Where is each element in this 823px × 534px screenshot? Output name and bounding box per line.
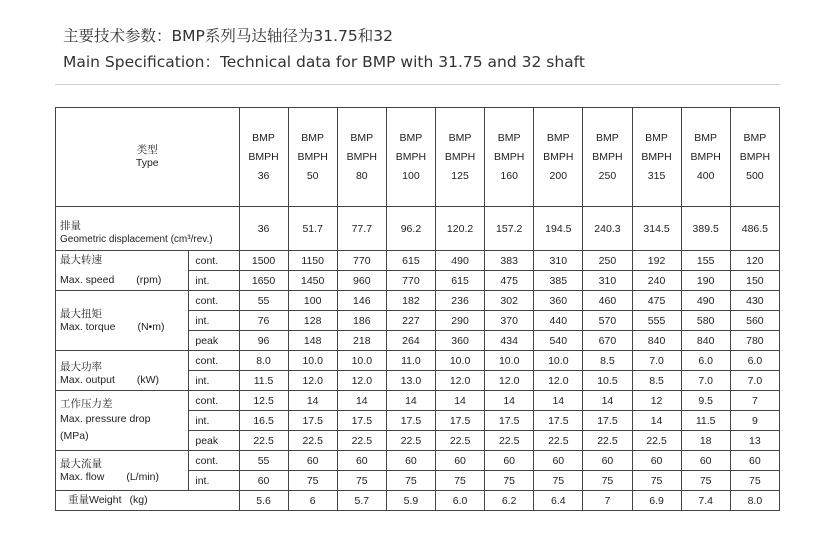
model-name-line: BMP [497,131,521,144]
torque-condition-label: int. [189,311,239,331]
torque-label-en: Max. torque [60,320,116,333]
flow-value: 75 [288,471,337,491]
flow-value: 75 [730,471,779,491]
weight-label-cell [56,491,240,511]
torque-row [56,291,780,311]
flow-condition-label: int. [189,471,239,491]
type-label-cn: 类型 [136,144,158,156]
speed-value: 155 [681,251,730,271]
pressure-value: 17.5 [288,411,337,431]
displacement-value: 389.5 [681,207,730,251]
output-value: 8.5 [583,351,632,371]
model-header-cell [730,108,779,207]
flow-label-en-line [60,471,188,484]
torque-value: 128 [288,311,337,331]
speed-condition-label: int. [189,271,239,291]
model-name-line: BMP [645,131,668,144]
displacement-row [56,207,780,251]
torque-value: 290 [436,311,485,331]
torque-value: 840 [681,331,730,351]
pressure-value: 22.5 [436,431,485,451]
speed-value: 120 [730,251,779,271]
weight-value: 5.9 [386,491,435,511]
model-header-cell [534,108,583,207]
pressure-value: 22.5 [239,431,288,451]
flow-value: 75 [436,471,485,491]
model-name-line: BMP [301,131,325,144]
torque-value: 490 [681,291,730,311]
pressure-value: 14 [632,411,681,431]
model-name-line: BMPH [641,150,672,163]
pressure-value: 14 [583,391,632,411]
output-value: 11.5 [239,371,288,391]
speed-value: 960 [337,271,386,291]
torque-value: 440 [534,311,583,331]
model-name-line: 100 [402,169,420,182]
output-value: 7.0 [681,371,730,391]
torque-value: 360 [534,291,583,311]
speed-value: 192 [632,251,681,271]
displacement-value: 486.5 [730,207,779,251]
flow-condition-label: cont. [189,451,239,471]
pressure-value: 22.5 [337,431,386,451]
output-value: 7.0 [730,371,779,391]
torque-value: 475 [632,291,681,311]
torque-label-cell [56,291,189,351]
output-value: 12.0 [288,371,337,391]
model-header-cell [436,108,485,207]
flow-value: 60 [583,451,632,471]
speed-label-en: Max. speed [60,273,115,286]
page-title-chinese: 主要技术参数：BMP系列马达轴径为31.75和32 [63,27,393,45]
weight-row [56,491,780,511]
model-name-line: BMPH [346,150,377,163]
output-label-en: Max. output [60,374,115,386]
pressure-unit: (MPa) [60,430,89,442]
spec-table [55,107,780,511]
torque-condition-label: cont. [189,291,239,311]
torque-value: 76 [239,311,288,331]
torque-value: 186 [337,311,386,331]
output-value: 10.0 [485,351,534,371]
model-name-line: 500 [746,169,764,182]
displacement-value: 157.2 [485,207,534,251]
pressure-value: 22.5 [288,431,337,451]
torque-value: 100 [288,291,337,311]
torque-value: 55 [239,291,288,311]
model-header-cell [632,108,681,207]
model-header-row [56,108,780,207]
speed-value: 770 [386,271,435,291]
torque-value: 302 [485,291,534,311]
torque-value: 540 [534,331,583,351]
weight-value: 6.9 [632,491,681,511]
pressure-value: 22.5 [485,431,534,451]
pressure-value: 11.5 [681,411,730,431]
torque-value: 780 [730,331,779,351]
speed-value: 250 [583,251,632,271]
pressure-value: 17.5 [583,411,632,431]
flow-value: 75 [534,471,583,491]
flow-label-en: Max. flow [60,470,105,483]
pressure-value: 14 [288,391,337,411]
torque-value: 430 [730,291,779,311]
output-value: 7.0 [632,351,681,371]
flow-value: 60 [288,451,337,471]
displacement-label-en: Geometric displacement (cm³/rev.) [60,233,213,245]
speed-value: 1500 [239,251,288,271]
speed-value: 310 [534,251,583,271]
model-name-line: BMPH [592,150,623,163]
pressure-value: 9.5 [681,391,730,411]
weight-value: 5.7 [337,491,386,511]
speed-value: 190 [681,271,730,291]
output-value: 10.0 [288,351,337,371]
speed-value: 1150 [288,251,337,271]
speed-label-cn: 最大转速 [60,254,102,267]
model-name-line: 250 [598,169,617,182]
page-title-english: Main Specification：Technical data for BMP with 31.75 and 32 shaft [63,53,585,71]
speed-unit: (rpm) [136,273,162,286]
spec-table-body [56,108,780,511]
flow-value: 60 [632,451,681,471]
flow-unit: (L/min) [126,470,160,483]
output-label-cn: 最大功率 [60,361,102,373]
weight-value: 8.0 [730,491,779,511]
displacement-value: 314.5 [632,207,681,251]
pressure-value: 17.5 [386,411,435,431]
speed-row [56,251,780,271]
weight-value: 6 [288,491,337,511]
model-name-line: BMPH [543,150,574,163]
torque-value: 182 [386,291,435,311]
model-header-cell [485,108,534,207]
output-label-en-line [60,374,188,387]
displacement-value: 240.3 [583,207,632,251]
torque-unit: (N•m) [137,320,165,333]
torque-value: 146 [337,291,386,311]
model-name-line: BMPH [690,150,721,163]
model-name-line: BMP [694,131,718,144]
torque-condition-label: peak [189,331,239,351]
model-name-line: 80 [355,169,368,182]
torque-value: 218 [337,331,386,351]
output-value: 11.0 [386,351,435,371]
flow-value: 75 [583,471,632,491]
pressure-value: 13 [730,431,779,451]
pressure-value: 12.5 [239,391,288,411]
output-value: 8.5 [632,371,681,391]
output-value: 13.0 [386,371,435,391]
speed-label-cell [56,251,189,271]
pressure-label-cell [56,391,189,451]
model-name-line: BMP [399,131,423,144]
pressure-value: 9 [730,411,779,431]
model-header-cell [583,108,632,207]
speed-value: 615 [436,271,485,291]
speed-value: 1650 [239,271,288,291]
speed-value: 383 [485,251,534,271]
speed-value: 770 [337,251,386,271]
speed-value: 310 [583,271,632,291]
model-name-line: BMPH [395,150,427,163]
displacement-value: 96.2 [386,207,435,251]
displacement-label-cell [56,207,240,251]
torque-value: 370 [485,311,534,331]
output-value: 10.0 [337,351,386,371]
output-unit: (kW) [136,374,160,386]
flow-value: 60 [386,451,435,471]
pressure-value: 18 [681,431,730,451]
pressure-condition-label: cont. [189,391,239,411]
weight-label: 重量Weight [68,494,122,506]
flow-row [56,451,780,471]
model-name-line: BMPH [739,150,771,163]
model-name-line: 125 [451,169,469,182]
torque-value: 434 [485,331,534,351]
pressure-value: 14 [534,391,583,411]
speed-value: 490 [436,251,485,271]
speed-value: 1450 [288,271,337,291]
flow-value: 60 [485,451,534,471]
flow-value: 60 [534,451,583,471]
torque-value: 460 [583,291,632,311]
speed-condition-label: cont. [189,251,239,271]
weight-value: 5.6 [239,491,288,511]
pressure-value: 14 [436,391,485,411]
flow-value: 60 [730,451,779,471]
flow-value: 75 [632,471,681,491]
torque-value: 360 [436,331,485,351]
torque-value: 840 [632,331,681,351]
torque-label-en-line [60,321,188,334]
pressure-row [56,391,780,411]
flow-value: 60 [681,451,730,471]
model-name-line: 160 [500,169,518,182]
title-divider [55,84,780,85]
flow-value: 60 [239,471,288,491]
output-condition-label: int. [189,371,239,391]
pressure-condition-label: int. [189,411,239,431]
pressure-value: 17.5 [436,411,485,431]
model-name-line: 50 [306,169,319,182]
pressure-label-cn: 工作压力差 [60,398,113,410]
pressure-value: 22.5 [632,431,681,451]
output-value: 12.0 [436,371,485,391]
model-name-line: BMP [596,131,619,144]
weight-value: 6.4 [534,491,583,511]
model-header-cell [386,108,435,207]
speed-row [56,271,780,291]
flow-value: 75 [485,471,534,491]
weight-value: 7.4 [681,491,730,511]
pressure-value: 22.5 [386,431,435,451]
torque-value: 570 [583,311,632,331]
model-name-line: 400 [696,169,715,182]
flow-value: 75 [337,471,386,491]
torque-value: 227 [386,311,435,331]
pressure-value: 17.5 [485,411,534,431]
model-header-cell [337,108,386,207]
torque-value: 148 [288,331,337,351]
pressure-value: 14 [337,391,386,411]
model-name-line: BMP [546,131,570,144]
displacement-value: 51.7 [288,207,337,251]
speed-value: 385 [534,271,583,291]
pressure-value: 22.5 [583,431,632,451]
weight-value: 7 [583,491,632,511]
output-value: 6.0 [681,351,730,371]
pressure-value: 16.5 [239,411,288,431]
weight-unit: (kg) [129,494,148,506]
model-name-line: BMPH [248,150,279,163]
output-value: 12.0 [534,371,583,391]
weight-value: 6.2 [485,491,534,511]
flow-label-cell [56,451,189,491]
pressure-value: 14 [485,391,534,411]
displacement-value: 120.2 [436,207,485,251]
output-value: 8.0 [239,351,288,371]
flow-value: 60 [337,451,386,471]
model-name-line: BMP [350,131,374,144]
pressure-label-en: Max. pressure drop [60,413,151,425]
torque-value: 580 [681,311,730,331]
model-name-line: BMP [448,131,472,144]
torque-value: 560 [730,311,779,331]
output-value: 6.0 [730,351,779,371]
flow-value: 60 [436,451,485,471]
output-condition-label: cont. [189,351,239,371]
pressure-value: 17.5 [337,411,386,431]
displacement-label-cn: 排量 [60,219,81,232]
model-header-cell [681,108,730,207]
speed-label-cell [56,271,189,291]
torque-value: 670 [583,331,632,351]
flow-label-cn: 最大流量 [60,457,102,470]
displacement-value: 36 [239,207,288,251]
pressure-value: 22.5 [534,431,583,451]
model-name-line: BMPH [297,150,328,163]
torque-value: 236 [436,291,485,311]
model-header-cell [239,108,288,207]
model-name-line: BMPH [444,150,476,163]
model-name-line: 36 [257,169,270,182]
output-value: 12.0 [485,371,534,391]
speed-value: 150 [730,271,779,291]
output-value: 12.0 [337,371,386,391]
torque-value: 555 [632,311,681,331]
flow-value: 75 [386,471,435,491]
pressure-value: 12 [632,391,681,411]
pressure-value: 17.5 [534,411,583,431]
type-label-cell [56,108,240,207]
torque-value: 96 [239,331,288,351]
torque-value: 264 [386,331,435,351]
output-label-cell [56,351,189,391]
model-header-cell [288,108,337,207]
model-name-line: 200 [549,169,568,182]
torque-label-cn: 最大扭矩 [60,307,102,320]
output-value: 10.0 [436,351,485,371]
model-name-line: 315 [647,169,666,182]
weight-value: 6.0 [436,491,485,511]
speed-value: 240 [632,271,681,291]
type-label-en: Type [135,157,159,169]
model-name-line: BMP [252,131,275,144]
output-row [56,351,780,371]
pressure-value: 14 [386,391,435,411]
flow-value: 55 [239,451,288,471]
output-value: 10.0 [534,351,583,371]
speed-value: 475 [485,271,534,291]
output-value: 10.5 [583,371,632,391]
model-name-line: BMPH [494,150,525,163]
displacement-value: 77.7 [337,207,386,251]
displacement-value: 194.5 [534,207,583,251]
speed-value: 615 [386,251,435,271]
flow-value: 75 [681,471,730,491]
model-name-line: BMP [743,131,767,144]
pressure-value: 7 [730,391,779,411]
pressure-condition-label: peak [189,431,239,451]
